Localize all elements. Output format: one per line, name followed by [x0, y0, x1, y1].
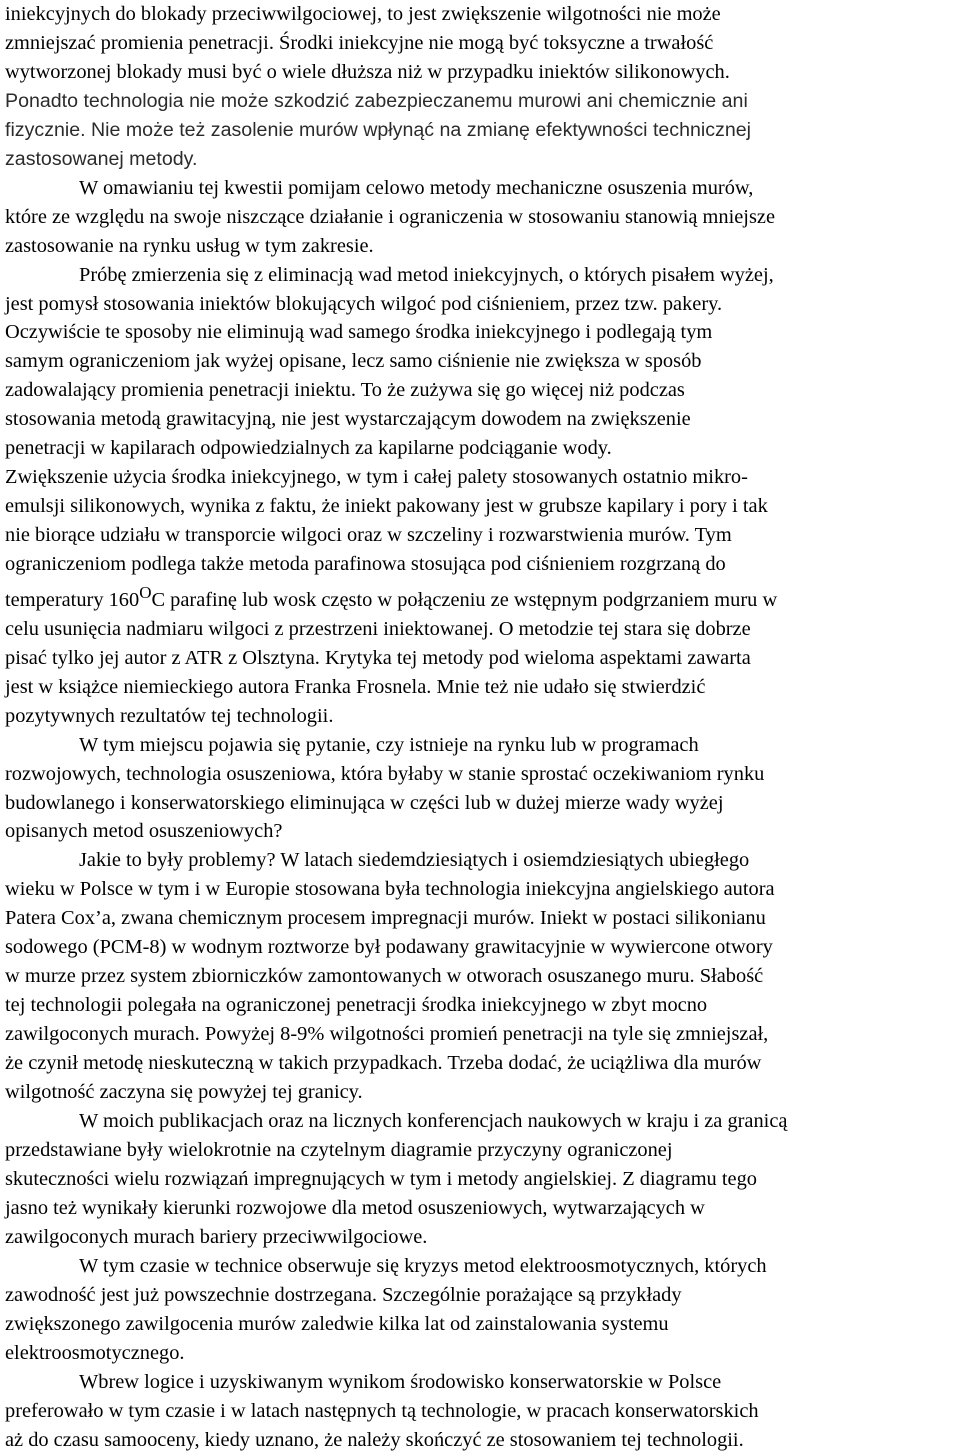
text-line: zastosowanej metody.: [5, 145, 955, 174]
text-line: [5, 579, 955, 615]
text-line: rozwojowych, technologia osuszeniowa, która byłaby w stanie sprostać oczekiwaniom rynku: [5, 760, 955, 789]
text-line: które ze względu na swoje niszczące działanie i ograniczenia w stosowaniu stanowią mniejsze: [5, 203, 955, 232]
text-line: Ponadto technologia nie może szkodzić zabezpieczanemu murowi ani chemicznie ani: [5, 87, 955, 116]
text-line: fizycznie. Nie może też zasolenie murów wpłynąć na zmianę efektywności technicznej: [5, 116, 955, 145]
text-line: wytworzonej blokady musi być o wiele dłuższa niż w przypadku iniektów silikonowych.: [5, 58, 955, 87]
text-line: jasno też wynikały kierunki rozwojowe dla metod osuszeniowych, wytwarzających w: [5, 1194, 955, 1223]
text-line: celu usunięcia nadmiaru wilgoci z przestrzeni iniektowanej. O metodzie tej stara się dobrze: [5, 615, 955, 644]
text-line: pozytywnych rezultatów tej technologii.: [5, 702, 955, 731]
text-line: przedstawiane były wielokrotnie na czytelnym diagramie przyczyny ograniczonej: [5, 1136, 955, 1165]
text-line: skuteczności wielu rozwiązań impregnujących w tym i metody angielskiej. Z diagramu tego: [5, 1165, 955, 1194]
text-segment: C parafinę lub wosk często w połączeniu ze wstępnym podgrzaniem muru w: [151, 589, 777, 611]
text-segment: temperatury 160: [5, 589, 139, 611]
text-line: Patera Cox’a, zwana chemicznym procesem impregnacji murów. Iniekt w postaci silikonianu: [5, 904, 955, 933]
text-line: ograniczeniom podlega także metoda parafinowa stosująca pod ciśnieniem rozgrzaną do: [5, 550, 955, 579]
text-line: Zwiększenie użycia środka iniekcyjnego, w tym i całej palety stosowanych ostatnio mikro-: [5, 463, 955, 492]
text-line: zmniejszać promienia penetracji. Środki iniekcyjne nie mogą być toksyczne a trwałość: [5, 29, 955, 58]
text-line: stosowania metodą grawitacyjną, nie jest wystarczającym dowodem na zwiększenie: [5, 405, 955, 434]
text-line: nie biorące udziału w transporcie wilgoci oraz w szczeliny i rozwarstwienia murów. Tym: [5, 521, 955, 550]
text-line: jest w książce niemieckiego autora Franka Frosnela. Mnie też nie udało się stwierdzić: [5, 673, 955, 702]
text-line: sodowego (PCM-8) w wodnym roztworze był podawany grawitacyjnie w wywiercone otwory: [5, 933, 955, 962]
text-line: W omawianiu tej kwestii pomijam celowo metody mechaniczne osuszenia murów,: [5, 174, 955, 203]
text-line: wilgotność zaczyna się powyżej tej granicy.: [5, 1078, 955, 1107]
text-line: emulsji silikonowych, wynika z faktu, że iniekt pakowany jest w grubsze kapilary i pory i tak: [5, 492, 955, 521]
text-line: budowlanego i konserwatorskiego eliminująca w części lub w dużej mierze wady wyżej: [5, 789, 955, 818]
text-line: zadowalający promienia penetracji iniektu. To że zużywa się go więcej niż podczas: [5, 376, 955, 405]
text-line: penetracji w kapilarach odpowiedzialnych za kapilarne podciąganie wody.: [5, 434, 955, 463]
text-line: jest pomysł stosowania iniektów blokujących wilgoć pod ciśnieniem, przez tzw. pakery.: [5, 290, 955, 319]
text-line: elektroosmotycznego.: [5, 1339, 955, 1368]
text-line: zawilgoconych murach bariery przeciwwilgociowe.: [5, 1223, 955, 1252]
text-line: iniekcyjnych do blokady przeciwwilgociowej, to jest zwiększenie wilgotności nie może: [5, 0, 955, 29]
text-line: opisanych metod osuszeniowych?: [5, 817, 955, 846]
text-line: w murze przez system zbiorniczków zamontowanych w otworach osuszanego muru. Słabość: [5, 962, 955, 991]
text-line: tej technologii polegała na ograniczonej penetracji środka iniekcyjnego w zbyt mocno: [5, 991, 955, 1020]
text-line: W tym czasie w technice obserwuje się kryzys metod elektroosmotycznych, których: [5, 1252, 955, 1281]
text-line: Jakie to były problemy? W latach siedemdziesiątych i osiemdziesiątych ubiegłego: [5, 846, 955, 875]
text-line: Próbę zmierzenia się z eliminacją wad metod iniekcyjnych, o których pisałem wyżej,: [5, 261, 955, 290]
superscript: O: [139, 583, 151, 602]
text-line: zawodność jest już powszechnie dostrzegana. Szczególnie porażające są przykłady: [5, 1281, 955, 1310]
text-line: aż do czasu samooceny, kiedy uznano, że należy skończyć ze stosowaniem tej technologii.: [5, 1426, 955, 1454]
text-line: że czynił metodę nieskuteczną w takich przypadkach. Trzeba dodać, że uciążliwa dla murów: [5, 1049, 955, 1078]
text-line: W moich publikacjach oraz na licznych konferencjach naukowych w kraju i za granicą: [5, 1107, 955, 1136]
text-line: samym ograniczeniom jak wyżej opisane, lecz samo ciśnienie nie zwiększa w sposób: [5, 347, 955, 376]
text-line: zwiększonego zawilgocenia murów zaledwie kilka lat od zainstalowania systemu: [5, 1310, 955, 1339]
text-line: W tym miejscu pojawia się pytanie, czy istnieje na rynku lub w programach: [5, 731, 955, 760]
text-line: zawilgoconych murach. Powyżej 8-9% wilgotności promień penetracji na tyle się zmniejszał,: [5, 1020, 955, 1049]
text-line: Wbrew logice i uzyskiwanym wynikom środowisko konserwatorskie w Polsce: [5, 1368, 955, 1397]
text-line: wieku w Polsce w tym i w Europie stosowana była technologia iniekcyjna angielskiego autora: [5, 875, 955, 904]
text-line: zastosowanie na rynku usług w tym zakresie.: [5, 232, 955, 261]
text-line: Oczywiście te sposoby nie eliminują wad samego środka iniekcyjnego i podlegają tym: [5, 318, 955, 347]
text-line: preferowało w tym czasie i w latach następnych tą technologie, w pracach konserwatorskich: [5, 1397, 955, 1426]
text-line: pisać tylko jej autor z ATR z Olsztyna. Krytyka tej metody pod wieloma aspektami zawarta: [5, 644, 955, 673]
